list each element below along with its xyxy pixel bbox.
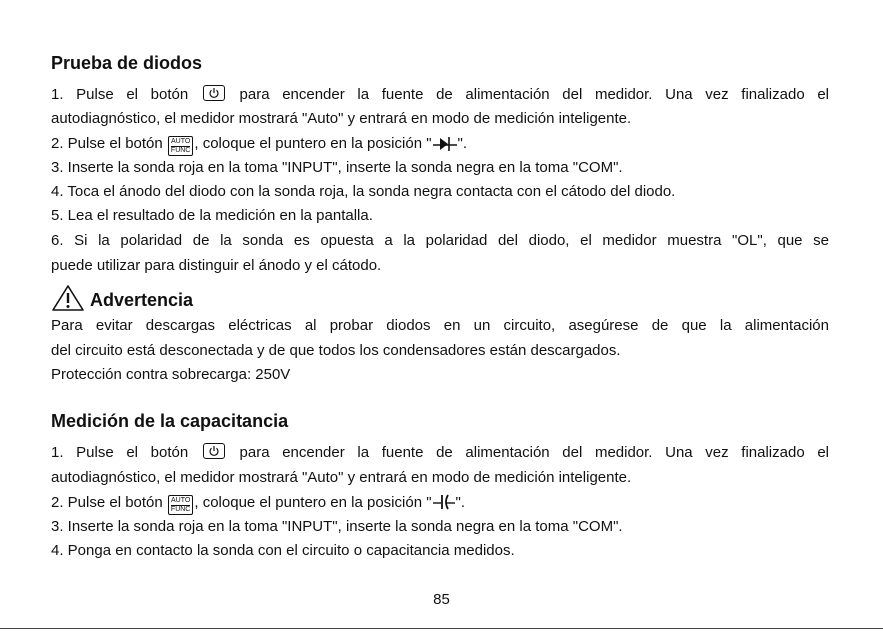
func-label: FUNC <box>170 506 191 513</box>
diode-step-2-end: ". <box>457 135 468 152</box>
section-title-capacitance: Medición de la capacitancia <box>51 411 289 431</box>
section-title-diode-test: Prueba de diodos <box>51 53 203 73</box>
diode-step-2 <box>51 134 467 156</box>
cap-step-1-end: para encender la fuente de alimentación del medidor. Una vez finalizado el <box>239 444 829 461</box>
warning-line-3: Protección contra sobrecarga: 250V <box>51 366 291 383</box>
bottom-divider <box>0 628 883 629</box>
power-button-icon <box>203 443 225 459</box>
warning-line-2: del circuito está desconectada y de que todos los condensadores están descargados. <box>51 342 621 359</box>
auto-label: AUTO <box>170 138 191 145</box>
cap-step-2-end: ". <box>455 494 466 511</box>
cap-step-1-line-2: autodiagnóstico, el medidor mostrará "Auto" y entrará en modo de medición inteligente. <box>51 469 632 486</box>
auto-func-button-icon <box>168 495 193 515</box>
diode-step-1-end: para encender la fuente de alimentación del medidor. Una vez finalizado el <box>239 86 829 103</box>
diode-step-1-line-2: autodiagnóstico, el medidor mostrará "Auto" y entrará en modo de medición inteligente. <box>51 110 632 127</box>
diode-step-1-line-1 <box>51 85 829 105</box>
diode-step-2-mid: , coloque el puntero en la posición " <box>194 135 432 152</box>
auto-label: AUTO <box>170 497 191 504</box>
diode-icon <box>432 135 458 151</box>
cap-step-4: 4. Ponga en contacto la sonda con el circuito o capacitancia medidos. <box>51 542 515 559</box>
capacitor-icon <box>432 492 456 510</box>
diode-step-3: 3. Inserte la sonda roja en la toma "INPUT", inserte la sonda negra en la toma "COM". <box>51 159 623 176</box>
power-button-icon <box>203 85 225 101</box>
cap-step-2 <box>51 492 465 515</box>
cap-step-1-line-1 <box>51 443 829 463</box>
func-label: FUNC <box>170 147 191 154</box>
diode-step-6-line-1: 6. Si la polaridad de la sonda es opuesta a la polaridad del diodo, el medidor muestra "OL", que se <box>51 232 829 249</box>
page-number: 85 <box>433 591 450 608</box>
auto-func-button-icon <box>168 136 193 156</box>
diode-step-6-line-2: puede utilizar para distinguir el ánodo y el cátodo. <box>51 257 382 274</box>
diode-step-4: 4. Toca el ánodo del diodo con la sonda roja, la sonda negra contacta con el cátodo del diodo. <box>51 183 676 200</box>
cap-step-1-start: 1. Pulse el botón <box>51 444 189 461</box>
cap-step-2-mid: , coloque el puntero en la posición " <box>194 494 432 511</box>
diode-step-2-start: 2. Pulse el botón <box>51 135 163 152</box>
cap-step-3: 3. Inserte la sonda roja en la toma "INPUT", inserte la sonda negra en la toma "COM". <box>51 518 623 535</box>
warning-triangle-icon <box>51 284 85 312</box>
warning-title: Advertencia <box>90 290 194 310</box>
diode-step-1-start: 1. Pulse el botón <box>51 86 189 103</box>
warning-line-1: Para evitar descargas eléctricas al probar diodos en un circuito, asegúrese de que la alimentación <box>51 317 829 334</box>
cap-step-2-start: 2. Pulse el botón <box>51 494 163 511</box>
diode-step-5: 5. Lea el resultado de la medición en la pantalla. <box>51 207 373 224</box>
